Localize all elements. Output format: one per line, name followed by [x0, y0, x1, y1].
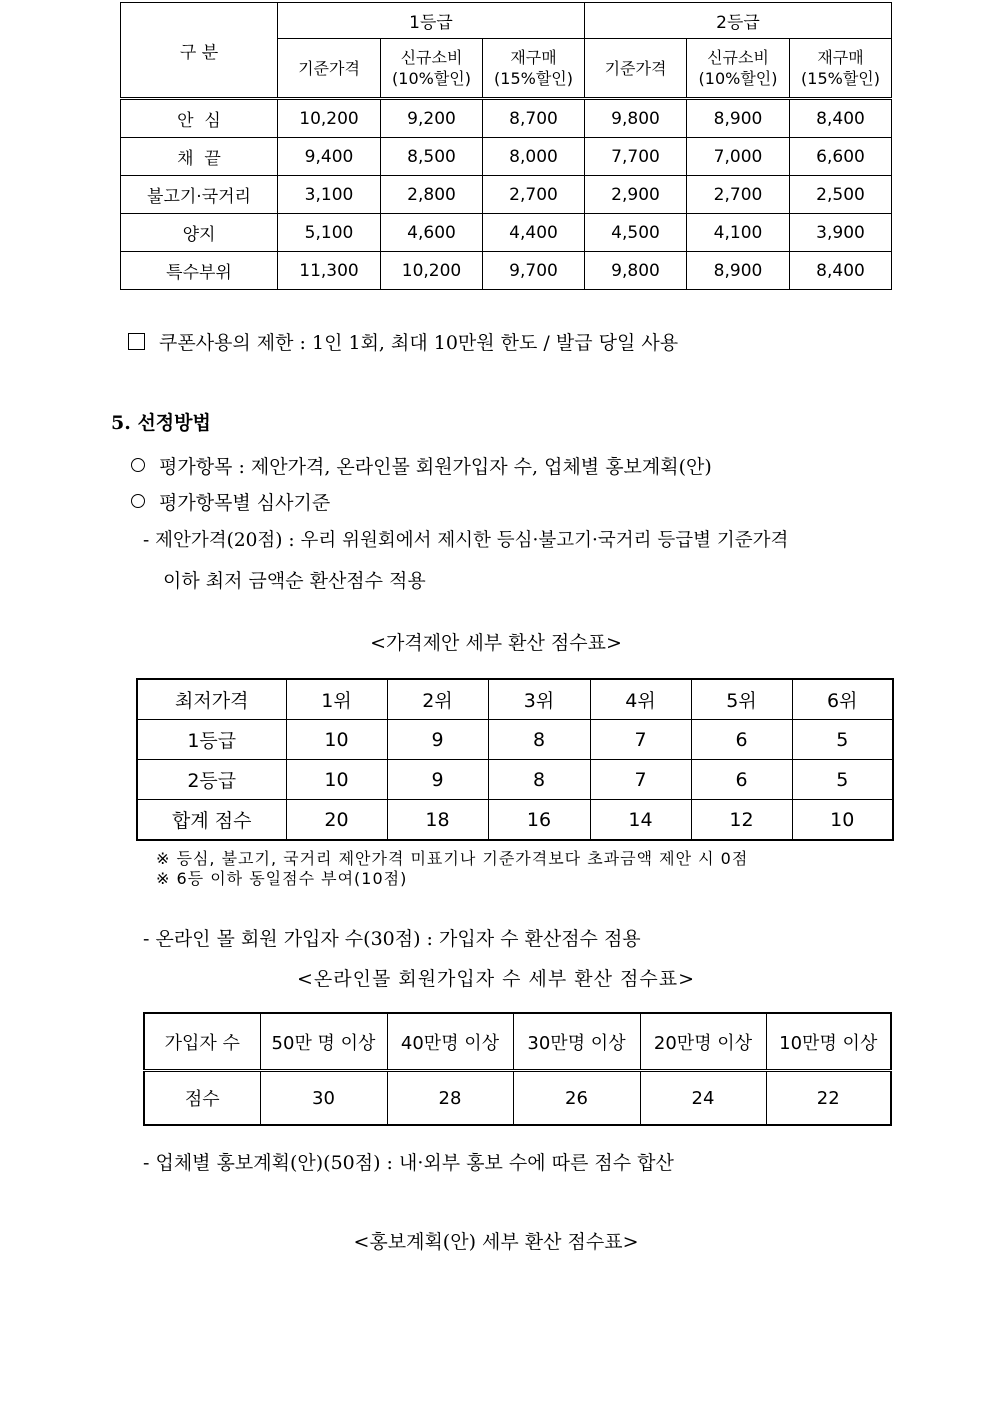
price-cell: 11,300 — [278, 252, 381, 290]
score-cell: 28 — [387, 1071, 513, 1126]
row-label: 1등급 — [137, 720, 286, 760]
row-label: 안 심 — [121, 99, 278, 138]
row-label: 2등급 — [137, 760, 286, 800]
sub-header-note: (10%할인) — [392, 69, 471, 88]
sub-header-cell — [381, 39, 483, 99]
score-cell: 26 — [513, 1071, 640, 1126]
score-cell: 10 — [286, 720, 387, 760]
sub-header-label: 재구매 — [817, 48, 864, 67]
price-cell: 2,500 — [790, 176, 892, 214]
header-cell: 5위 — [691, 679, 792, 720]
score-cell: 16 — [488, 800, 590, 841]
header-cell: 4위 — [590, 679, 691, 720]
score-cell: 9 — [387, 760, 488, 800]
price-cell: 9,400 — [278, 138, 381, 176]
score-cell: 8 — [488, 720, 590, 760]
score-cell: 20 — [286, 800, 387, 841]
score-cell: 8 — [488, 760, 590, 800]
price-cell: 3,100 — [278, 176, 381, 214]
section-title: 5. 선정방법 — [111, 412, 211, 434]
row-label: 양지 — [121, 214, 278, 252]
sub-header-note: (15%할인) — [801, 69, 880, 88]
row-label: 특수부위 — [121, 252, 278, 290]
bullet-item: 평가항목 : 제안가격, 온라인몰 회원가입자 수, 업체별 홍보계획(안) — [131, 452, 712, 479]
header-cell: 30만명 이상 — [513, 1013, 640, 1071]
score-cell: 6 — [691, 760, 792, 800]
price-cell: 4,400 — [483, 214, 585, 252]
price-cell: 4,500 — [585, 214, 687, 252]
table-caption: <가격제안 세부 환산 점수표> — [370, 632, 622, 654]
member-score-table — [143, 1012, 892, 1126]
price-cell: 10,200 — [278, 99, 381, 138]
header-grade1: 1등급 — [278, 3, 585, 39]
sub-header-note: (15%할인) — [494, 69, 573, 88]
score-cell: 9 — [387, 720, 488, 760]
sub-header-label: 신규소비 — [707, 48, 769, 67]
row-label: 채 끝 — [121, 138, 278, 176]
price-cell: 9,700 — [483, 252, 585, 290]
table-row — [137, 760, 893, 800]
table-header-row — [137, 679, 893, 720]
table-row — [121, 99, 892, 138]
table-row — [121, 214, 892, 252]
sub-header-cell — [585, 39, 687, 99]
sub-header-cell — [483, 39, 585, 99]
header-cell: 1위 — [286, 679, 387, 720]
score-cell: 10 — [286, 760, 387, 800]
score-cell: 5 — [792, 760, 893, 800]
price-cell: 3,900 — [790, 214, 892, 252]
table-row — [144, 1071, 891, 1126]
table-row — [137, 720, 893, 760]
price-cell: 7,700 — [585, 138, 687, 176]
header-cell: 6위 — [792, 679, 893, 720]
table-row — [121, 252, 892, 290]
sub-header-label: 재구매 — [510, 48, 557, 67]
sub-header-note: (10%할인) — [698, 69, 778, 88]
sub-header-label: 신규소비 — [400, 48, 463, 67]
score-cell: 14 — [590, 800, 691, 841]
price-cell: 9,800 — [585, 99, 687, 138]
price-cell: 5,100 — [278, 214, 381, 252]
sub-header-cell — [687, 39, 790, 99]
price-cell: 4,100 — [687, 214, 790, 252]
header-cell: 50만 명 이상 — [260, 1013, 387, 1071]
price-cell: 8,900 — [687, 252, 790, 290]
price-cell: 7,000 — [687, 138, 790, 176]
row-label: 불고기·국거리 — [121, 176, 278, 214]
circle-bullet-icon — [131, 494, 145, 508]
price-cell: 4,600 — [381, 214, 483, 252]
note: ※ 등심, 불고기, 국거리 제안가격 미표기나 기준가격보다 초과금액 제안 시 0점 — [156, 849, 749, 868]
price-cell: 2,700 — [687, 176, 790, 214]
price-cell: 8,400 — [790, 99, 892, 138]
price-cell: 8,000 — [483, 138, 585, 176]
row-label: 점수 — [144, 1071, 260, 1126]
note: ※ 6등 이하 동일점수 부여(10점) — [156, 869, 408, 888]
header-cell: 20만명 이상 — [640, 1013, 766, 1071]
table-row — [137, 800, 893, 841]
dash-item-price: - 제안가격(20점) : 우리 위원회에서 제시한 등심·불고기·국거리 등급별 기준가격 — [143, 530, 789, 551]
price-cell: 9,800 — [585, 252, 687, 290]
price-cell: 8,500 — [381, 138, 483, 176]
header-cell: 최저가격 — [137, 679, 286, 720]
coupon-limit-line — [128, 328, 678, 355]
price-cell: 8,400 — [790, 252, 892, 290]
table-caption: <홍보계획(안) 세부 환산 점수표> — [353, 1231, 639, 1253]
score-cell: 30 — [260, 1071, 387, 1126]
table-caption: <온라인몰 회원가입자 수 세부 환산 점수표> — [296, 968, 696, 990]
header-category: 구 분 — [121, 3, 278, 99]
score-cell: 12 — [691, 800, 792, 841]
dash-item-price-cont: 이하 최저 금액순 환산점수 적용 — [163, 570, 426, 592]
coupon-limit-text: 쿠폰사용의 제한 : 1인 1회, 최대 10만원 한도 / 발급 당일 사용 — [159, 332, 679, 354]
table-row — [121, 138, 892, 176]
price-cell: 6,600 — [790, 138, 892, 176]
dash-item-members: - 온라인 몰 회원 가입자 수(30점) : 가입자 수 환산점수 점용 — [143, 928, 641, 950]
sub-header-label: 기준가격 — [604, 58, 667, 78]
table-row — [121, 176, 892, 214]
sub-header-label: 기준가격 — [298, 58, 360, 78]
checkbox-icon — [128, 333, 145, 350]
score-cell: 10 — [792, 800, 893, 841]
score-cell: 7 — [590, 760, 691, 800]
price-cell: 8,900 — [687, 99, 790, 138]
score-cell: 24 — [640, 1071, 766, 1126]
sub-header-cell — [278, 39, 381, 99]
header-cell: 가입자 수 — [144, 1013, 260, 1071]
row-label: 합계 점수 — [137, 800, 286, 841]
score-cell: 7 — [590, 720, 691, 760]
dash-item-promotion: - 업체별 홍보계획(안)(50점) : 내·외부 홍보 수에 따른 점수 합산 — [143, 1152, 674, 1174]
header-cell: 3위 — [488, 679, 590, 720]
table-header-row — [144, 1013, 891, 1071]
score-cell: 18 — [387, 800, 488, 841]
price-cell: 2,700 — [483, 176, 585, 214]
circle-bullet-icon — [131, 458, 145, 472]
price-cell: 2,900 — [585, 176, 687, 214]
score-cell: 22 — [766, 1071, 891, 1126]
price-cell: 8,700 — [483, 99, 585, 138]
header-cell: 10만명 이상 — [766, 1013, 891, 1071]
bullet-item: 평가항목별 심사기준 — [131, 488, 330, 515]
score-cell: 5 — [792, 720, 893, 760]
header-cell: 40만명 이상 — [387, 1013, 513, 1071]
price-cell: 9,200 — [381, 99, 483, 138]
header-cell: 2위 — [387, 679, 488, 720]
price-table — [120, 2, 892, 290]
header-grade2: 2등급 — [585, 3, 892, 39]
score-cell: 6 — [691, 720, 792, 760]
price-cell: 10,200 — [381, 252, 483, 290]
price-cell: 2,800 — [381, 176, 483, 214]
sub-header-cell — [790, 39, 892, 99]
price-score-table — [136, 678, 894, 841]
